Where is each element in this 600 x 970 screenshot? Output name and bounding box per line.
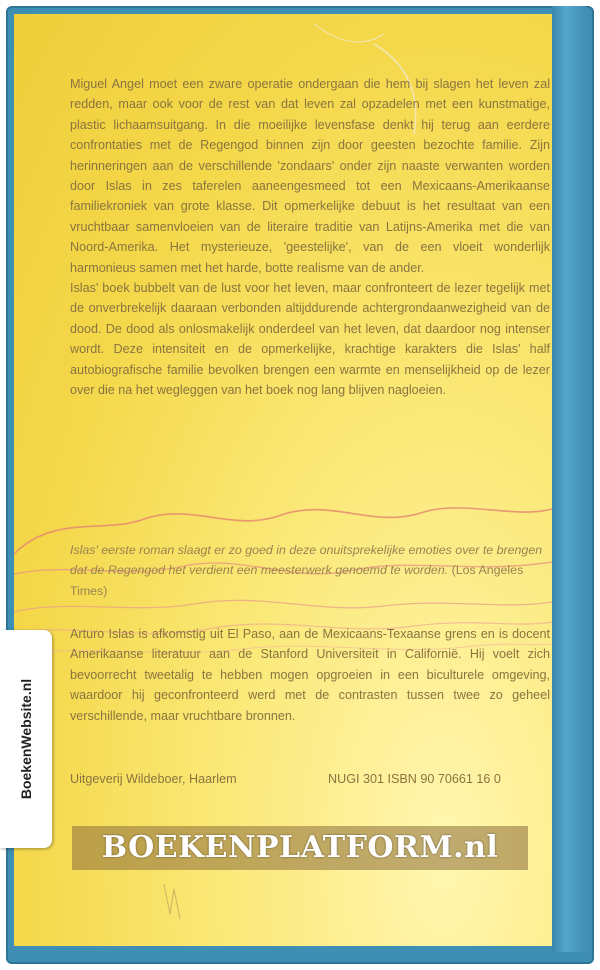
back-cover <box>14 14 552 946</box>
side-tab-label: BoekenWebsite.nl <box>18 678 34 800</box>
publisher-name: Uitgeverij Wildeboer, Haarlem <box>70 772 237 786</box>
quote-text: Islas' eerste roman slaagt er zo goed in deze onuitsprekelijke emoties over te brengen dat de Regengod het verdient een meesterwerk genoemd te worden. <box>70 543 543 578</box>
isbn-codes: NUGI 301 ISBN 90 70661 16 0 <box>328 772 501 786</box>
synopsis-text <box>70 74 550 401</box>
case-spine <box>552 6 588 952</box>
quote-source: (Los Angeles Times) <box>70 563 524 598</box>
watermark-banner <box>72 826 528 870</box>
author-bio: Arturo Islas is afkomstig uit El Paso, aan de Mexicaans-Texaanse grens en is docent Amerikaanse literatuur aan de Stanford Universiteit in Californië. Hij voelt zich bevoorrecht tweetalig te hebben mogen opgroeien in een biculturele omgeving, waardoor hij geconfronteerd werd met de contrasten tussen twee zo geheel verschillende, maar vruchtbare bronnen. <box>70 627 550 723</box>
press-quote <box>70 540 550 601</box>
synopsis-paragraph-2: Islas' boek bubbelt van de lust voor het leven, maar confronteert de lezer tegelijk met de onverbrekelijk daaraan verbonden altijddurende achtergrondaanwezigheid van de dood. De dood als onlosmakelijk onderdeel van het leven, dat daardoor nog intenser wordt. Deze intensiteit en de opmerkelijke, krachtige karakters die Islas' half autobiografische familie bevolken brengen een warmte en menselijkheid op de lezer over die na het wegleggen van het boek nog lang blijven nagloeien. <box>70 281 550 398</box>
watermark-banner-text: BOEKENPLATFORM.nl <box>101 830 499 865</box>
synopsis-paragraph-1: Miguel Angel moet een zware operatie ondergaan die hem bij slagen het leven zal redden, maar ook voor de rest van dat leven zal opzadelen met een kunstmatige, plastic lichaamsuitgang. In die moeilijke levensfase denkt hij terug aan eerdere confrontaties met de Regengod binnen zijn door geesten bezochte familie. Zijn herinneringen aan de verschillende 'zondaars' onder zijn naaste verwanten worden door Islas in zes taferelen aaneengesmeed tot een Mexicaans-Amerikaanse familiekroniek van grote klasse. Dit opmerkelijke debuut is het resultaat van een vruchtbaar samenvloeien van de literaire traditie van Latijns-Amerika met die van Noord-Amerika. Het mysterieuze, 'geestelijke', van de een vloeit wonderlijk harmonieus samen met het harde, botte realisme van de ander. <box>70 77 550 275</box>
